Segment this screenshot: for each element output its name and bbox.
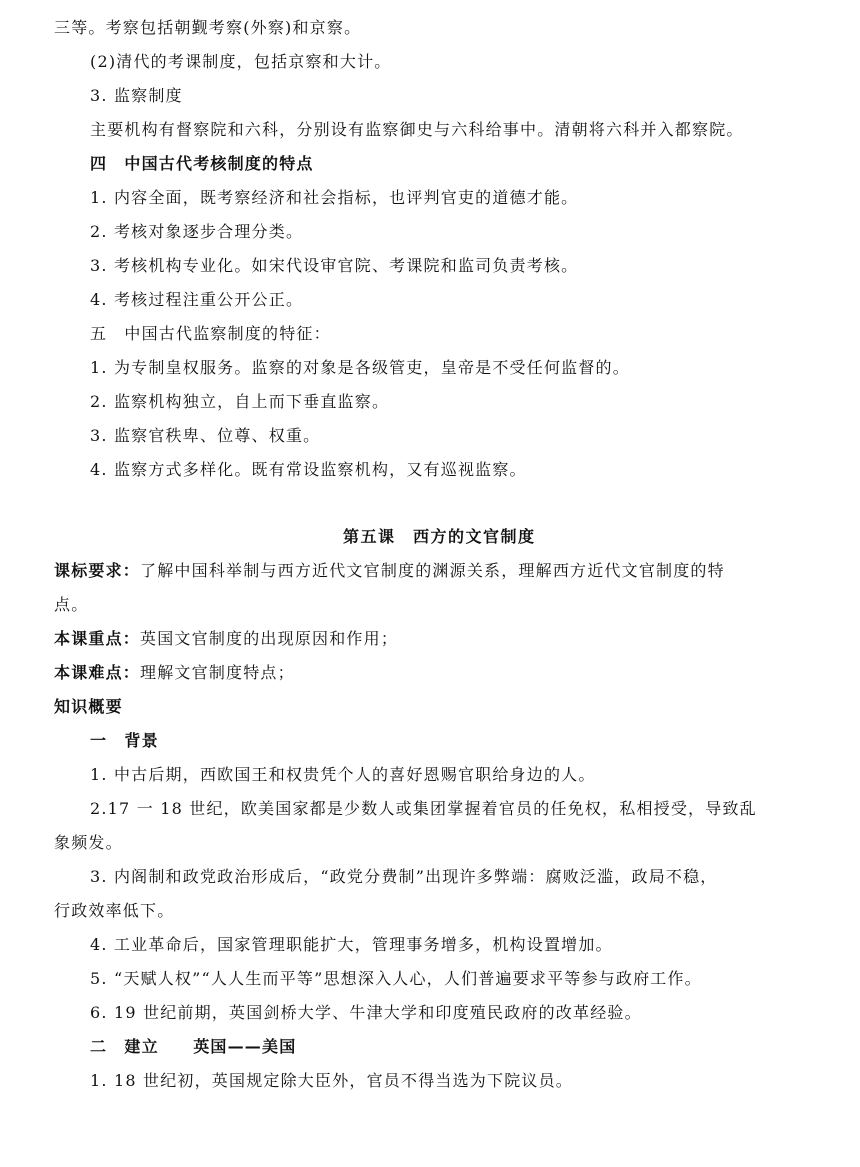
overview-heading: 知识概要: [54, 697, 123, 716]
list-item: 4. 监察方式多样化。既有常设监察机构，又有巡视监察。: [90, 460, 527, 479]
list-item: 6. 19 世纪前期，英国剑桥大学、牛津大学和印度殖民政府的改革经验。: [90, 1003, 642, 1022]
list-heading: 3. 监察制度: [90, 86, 183, 105]
text-line: (2)清代的考课制度，包括京察和大计。: [90, 52, 392, 71]
requirement-label: 课标要求：: [54, 561, 141, 580]
text-line: 三等。考察包括朝觐考察(外察)和京察。: [54, 18, 362, 37]
key-point-line: [54, 628, 398, 650]
list-item: 2.17 一 18 世纪，欧美国家都是少数人或集团掌握着官员的任免权，私相授受，导致乱: [90, 799, 757, 818]
requirement-line: [54, 560, 725, 582]
section-heading: 五 中国古代监察制度的特征：: [90, 324, 331, 343]
difficulty-text: 理解文官制度特点；: [140, 663, 295, 682]
difficulty-line: [54, 662, 295, 684]
list-item: 3. 监察官秩卑、位尊、权重。: [90, 426, 321, 445]
list-item: 1. 18 世纪初，英国规定除大臣外，官员不得当选为下院议员。: [90, 1071, 573, 1090]
list-item: 4. 工业革命后，国家管理职能扩大，管理事务增多，机构设置增加。: [90, 935, 613, 954]
list-item: 5. “天赋人权”“人人生而平等”思想深入人心，人们普遍要求平等参与政府工作。: [90, 969, 702, 988]
list-item: 2. 监察机构独立，自上而下垂直监察。: [90, 392, 390, 411]
key-point-text: 英国文官制度的出现原因和作用；: [140, 629, 399, 648]
requirement-text: 了解中国科举制与西方近代文官制度的渊源关系，理解西方近代文官制度的特: [140, 561, 725, 580]
lesson-title: 第五课 西方的文官制度: [343, 527, 536, 546]
list-item: 2. 考核对象逐步合理分类。: [90, 222, 304, 241]
list-item: 1. 中古后期，西欧国王和权贵凭个人的喜好恩赐官职给身边的人。: [90, 765, 596, 784]
key-point-label: 本课重点：: [54, 629, 141, 648]
section-heading: 一 背景: [90, 731, 159, 750]
list-item: 1. 内容全面，既考察经济和社会指标，也评判官吏的道德才能。: [90, 188, 579, 207]
list-item-continued: 象频发。: [54, 833, 123, 852]
text-line: 主要机构有督察院和六科，分别设有监察御史与六科给事中。清朝将六科并入都察院。: [90, 120, 744, 139]
section-heading: 二 建立 英国——美国: [90, 1037, 297, 1056]
text-line: 点。: [54, 595, 89, 614]
list-item: 3. 考核机构专业化。如宋代设审官院、考课院和监司负责考核。: [90, 256, 579, 275]
difficulty-label: 本课难点：: [54, 663, 141, 682]
section-heading: 四 中国古代考核制度的特点: [90, 154, 314, 173]
list-item: 1. 为专制皇权服务。监察的对象是各级管吏，皇帝是不受任何监督的。: [90, 358, 630, 377]
list-item: 4. 考核过程注重公开公正。: [90, 290, 304, 309]
list-item: 3. 内阁制和政党政治形成后，“政党分费制”出现许多弊端：腐败泛滥，政局不稳，: [90, 867, 718, 886]
list-item-continued: 行政效率低下。: [54, 901, 175, 920]
